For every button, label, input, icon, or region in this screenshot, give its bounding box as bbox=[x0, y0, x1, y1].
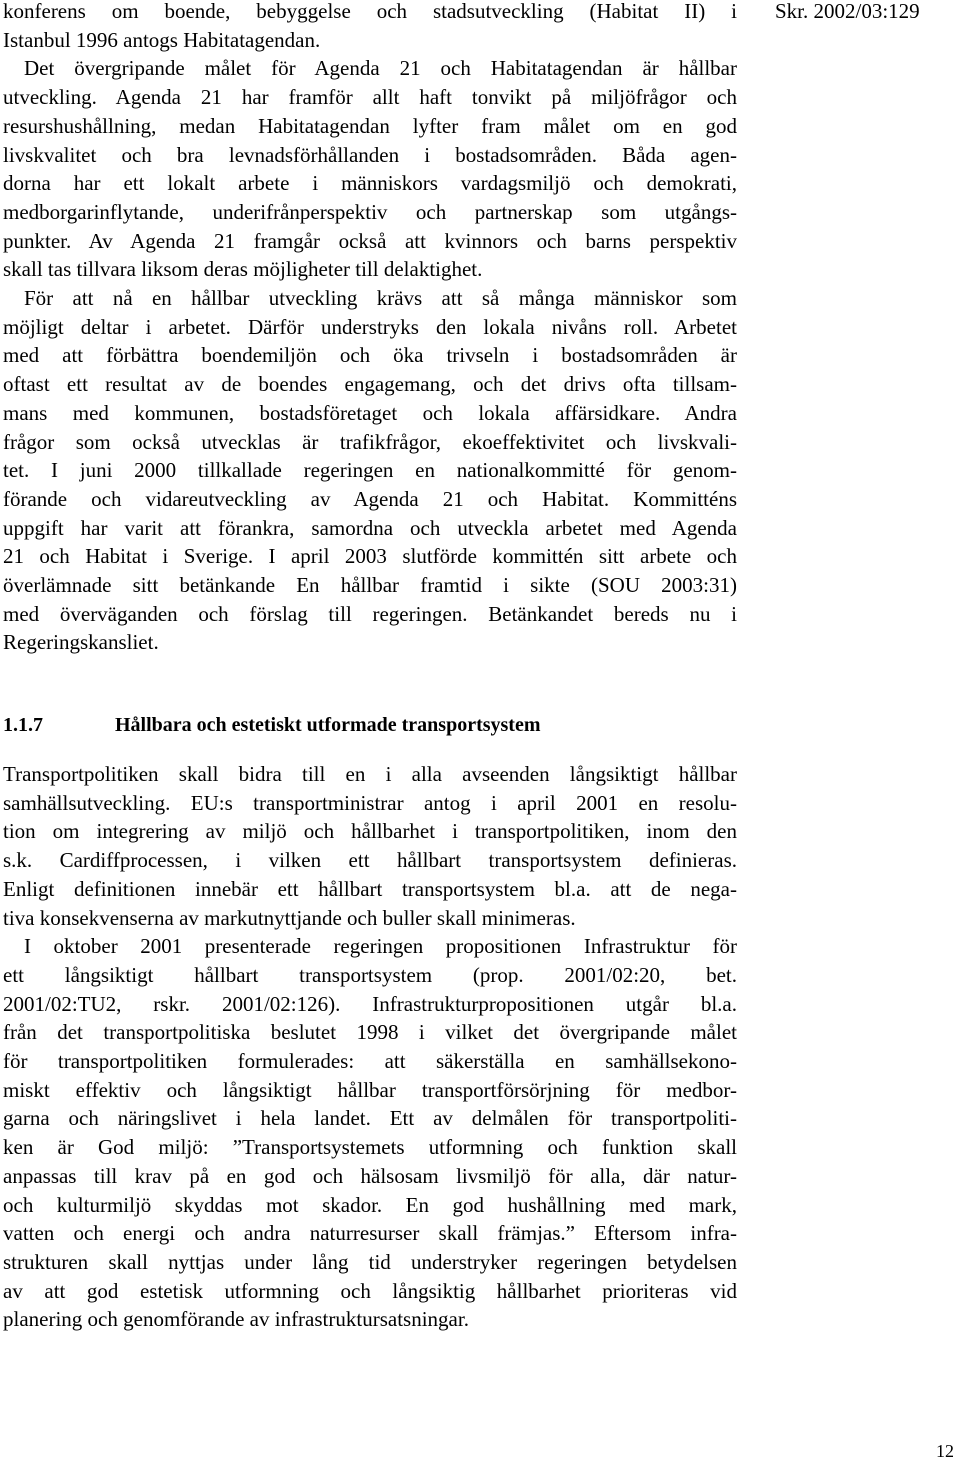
text-line: överlämnade sitt betänkande En hållbar framtid i sikte (SOU 2003:31) bbox=[3, 573, 737, 598]
section-heading bbox=[3, 714, 541, 737]
text-line: från det transportpolitiska beslutet 1998 i vilket det övergripande målet bbox=[3, 1020, 737, 1045]
text-line: Enligt definitionen innebär ett hållbart transportsystem bl.a. att de nega- bbox=[3, 876, 737, 901]
running-head: Skr. 2002/03:129 bbox=[775, 0, 920, 23]
text-line: Det övergripande målet för Agenda 21 och Habitatagendan är hållbar bbox=[24, 56, 737, 81]
bottom-text-block bbox=[3, 760, 737, 1334]
text-line: oftast ett resultat av de boendes engagemang, och det drivs ofta tillsam- bbox=[3, 372, 737, 397]
text-line: För att nå en hållbar utveckling krävs att så många människor som bbox=[24, 286, 737, 311]
text-line: för transportpolitiken formulerades: att säkerställa en samhällsekono- bbox=[3, 1049, 737, 1074]
text-line: skall tas tillvara liksom deras möjligheter till delaktighet. bbox=[3, 257, 483, 282]
text-line: strukturen skall nyttjas under lång tid understryker regeringen betydelsen bbox=[3, 1249, 737, 1274]
text-line: Regeringskansliet. bbox=[3, 630, 159, 655]
text-line: uppgift har varit att förankra, samordna och utveckla arbetet med Agenda bbox=[3, 515, 737, 540]
text-line: tion om integrering av miljö och hållbarhet i transportpolitiken, inom den bbox=[3, 819, 737, 844]
text-line: tiva konsekvenserna av markutnyttjande och buller skall minimeras. bbox=[3, 905, 576, 930]
text-line: tet. I juni 2000 tillkallade regeringen en nationalkommitté för genom- bbox=[3, 458, 737, 483]
text-line: I oktober 2001 presenterade regeringen propositionen Infrastruktur för bbox=[24, 934, 737, 959]
section-title: Hållbara och estetiskt utformade transportsystem bbox=[115, 714, 541, 736]
text-line: resurshushållning, medan Habitatagendan lyfter fram målet om en god bbox=[3, 113, 737, 138]
text-line: planering och genomförande av infrastruktursatsningar. bbox=[3, 1307, 469, 1332]
text-line: och kulturmiljö skyddas mot skador. En god hushållning med mark, bbox=[3, 1192, 737, 1217]
text-line: utveckling. Agenda 21 har framför allt haft tonvikt på miljöfrågor och bbox=[3, 85, 737, 110]
page-number: 12 bbox=[936, 1441, 954, 1461]
text-line: 21 och Habitat i Sverige. I april 2003 slutförde kommittén sitt arbete och bbox=[3, 544, 737, 569]
text-line: medborgarinflytande, underifrånperspektiv och partnerskap som utgångs- bbox=[3, 199, 737, 224]
text-line: vatten och energi och andra naturresurser skall främjas.” Eftersom infra- bbox=[3, 1221, 737, 1246]
text-line: med att förbättra boendemiljön och öka trivseln i bostadsområden är bbox=[3, 343, 737, 368]
text-line: livskvalitet och bra levnadsförhållanden i bostadsområden. Båda agen- bbox=[3, 142, 737, 167]
text-line: ett långsiktigt hållbart transportsystem (prop. 2001/02:20, bet. bbox=[3, 962, 737, 987]
text-line: dorna har ett lokalt arbete i människors vardagsmiljö och demokrati, bbox=[3, 171, 737, 196]
text-line: av att god estetisk utformning och långsiktig hållbarhet prioriteras vid bbox=[3, 1278, 737, 1303]
text-line: konferens om boende, bebyggelse och stadsutveckling (Habitat II) i bbox=[3, 0, 737, 23]
text-line: s.k. Cardiffprocessen, i vilken ett hållbart transportsystem definieras. bbox=[3, 848, 737, 873]
section-number: 1.1.7 bbox=[3, 714, 43, 736]
text-line: miskt effektiv och långsiktigt hållbar transportförsörjning för medbor- bbox=[3, 1077, 737, 1102]
text-line: anpassas till krav på en god och hälsosam livsmiljö för alla, där natur- bbox=[3, 1163, 737, 1188]
text-line: garna och näringslivet i hela landet. Ett av delmålen för transportpoliti- bbox=[3, 1106, 737, 1131]
text-line: med överväganden och förslag till regeringen. Betänkandet bereds nu i bbox=[3, 601, 737, 626]
top-text-block bbox=[3, 0, 737, 657]
text-line: samhällsutveckling. EU:s transportministrar antog i april 2001 en resolu- bbox=[3, 790, 737, 815]
text-line: möjligt deltar i arbetet. Därför understryks den lokala nivåns roll. Arbetet bbox=[3, 314, 737, 339]
text-line: punkter. Av Agenda 21 framgår också att kvinnors och barns perspektiv bbox=[3, 228, 737, 253]
text-line: 2001/02:TU2, rskr. 2001/02:126). Infrastrukturpropositionen utgår bl.a. bbox=[3, 991, 737, 1016]
text-line: mans med kommunen, bostadsföretaget och lokala affärsidkare. Andra bbox=[3, 400, 737, 425]
text-line: Istanbul 1996 antogs Habitatagendan. bbox=[3, 27, 321, 52]
text-line: Transportpolitiken skall bidra till en i alla avseenden långsiktigt hållbar bbox=[3, 762, 737, 786]
text-line: ken är God miljö: ”Transportsystemets utformning och funktion skall bbox=[3, 1135, 737, 1160]
text-line: förande och vidareutveckling av Agenda 21 och Habitat. Kommitténs bbox=[3, 486, 737, 511]
text-line: frågor som också utvecklas är trafikfrågor, ekoeffektivitet och livskvali- bbox=[3, 429, 737, 454]
